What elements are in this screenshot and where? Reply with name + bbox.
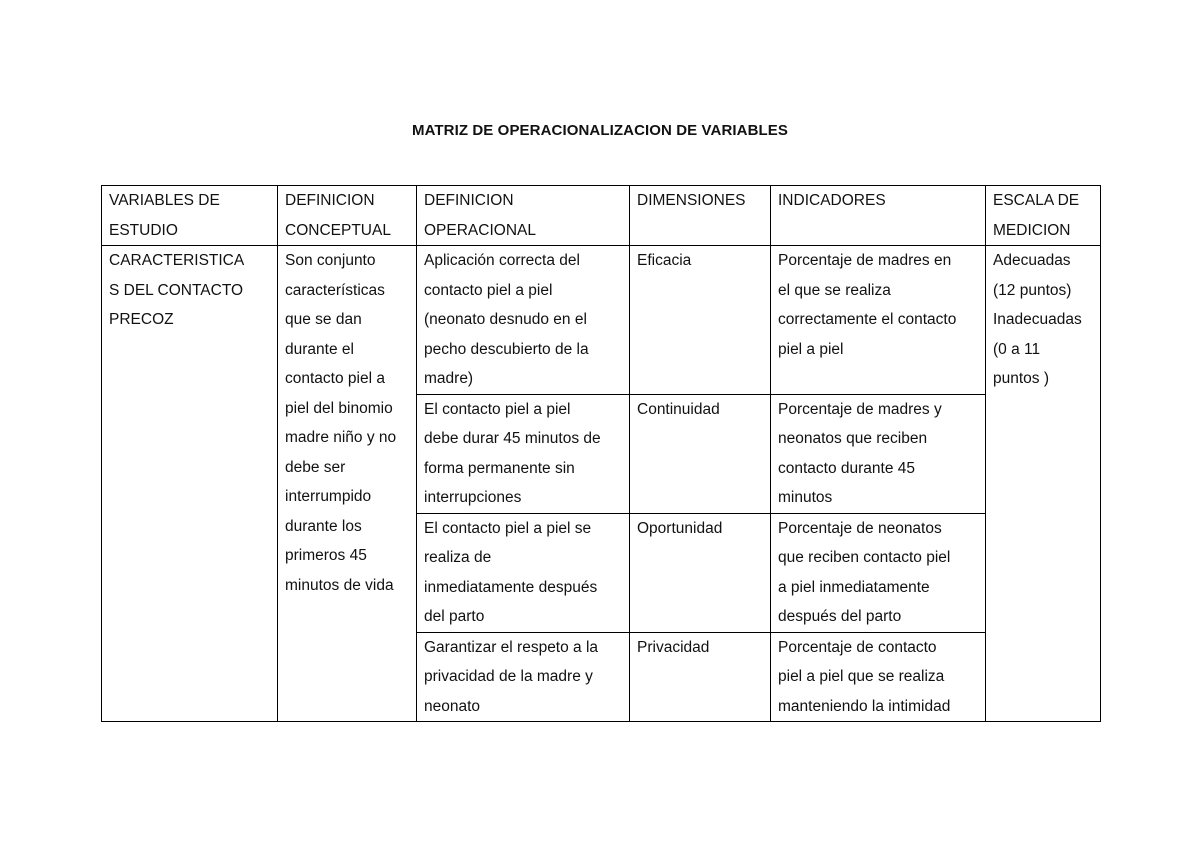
indicator-cell: Porcentaje de contacto piel a piel que se realiza manteniendo la intimidad: [771, 632, 986, 722]
header-dimensions: DIMENSIONES: [630, 186, 771, 246]
header-conceptual: DEFINICION CONCEPTUAL: [278, 186, 417, 246]
dimension-cell: Continuidad: [630, 394, 771, 513]
indicator-cell: Porcentaje de neonatos que reciben contacto piel a piel inmediatamente después del parto: [771, 513, 986, 632]
scale-cell: Adecuadas (12 puntos) Inadecuadas (0 a 11 puntos ): [986, 246, 1101, 722]
dimension-cell: Privacidad: [630, 632, 771, 722]
table-row: [102, 246, 1101, 395]
header-indicators: INDICADORES: [771, 186, 986, 246]
header-scale: ESCALA DE MEDICION: [986, 186, 1101, 246]
operational-definition-cell: El contacto piel a piel se realiza de inmediatamente después del parto: [417, 513, 630, 632]
header-variables: VARIABLES DE ESTUDIO: [102, 186, 278, 246]
indicator-cell: Porcentaje de madres en el que se realiza correctamente el contacto piel a piel: [771, 246, 986, 395]
operational-definition-cell: El contacto piel a piel debe durar 45 minutos de forma permanente sin interrupciones: [417, 394, 630, 513]
variable-cell: CARACTERISTICA S DEL CONTACTO PRECOZ: [102, 246, 278, 722]
operational-definition-cell: Aplicación correcta del contacto piel a piel (neonato desnudo en el pecho descubierto de la madre): [417, 246, 630, 395]
operational-definition-cell: Garantizar el respeto a la privacidad de la madre y neonato: [417, 632, 630, 722]
operationalization-matrix: [101, 185, 1101, 722]
conceptual-definition-cell: Son conjunto características que se dan durante el contacto piel a piel del binomio madre niño y no debe ser interrumpido durante los primeros 45 minutos de vida: [278, 246, 417, 722]
dimension-cell: Eficacia: [630, 246, 771, 395]
header-operational: DEFINICION OPERACIONAL: [417, 186, 630, 246]
indicator-cell: Porcentaje de madres y neonatos que reciben contacto durante 45 minutos: [771, 394, 986, 513]
document-title: MATRIZ DE OPERACIONALIZACION DE VARIABLES: [411, 122, 789, 139]
dimension-cell: Oportunidad: [630, 513, 771, 632]
header-row: [102, 186, 1101, 246]
